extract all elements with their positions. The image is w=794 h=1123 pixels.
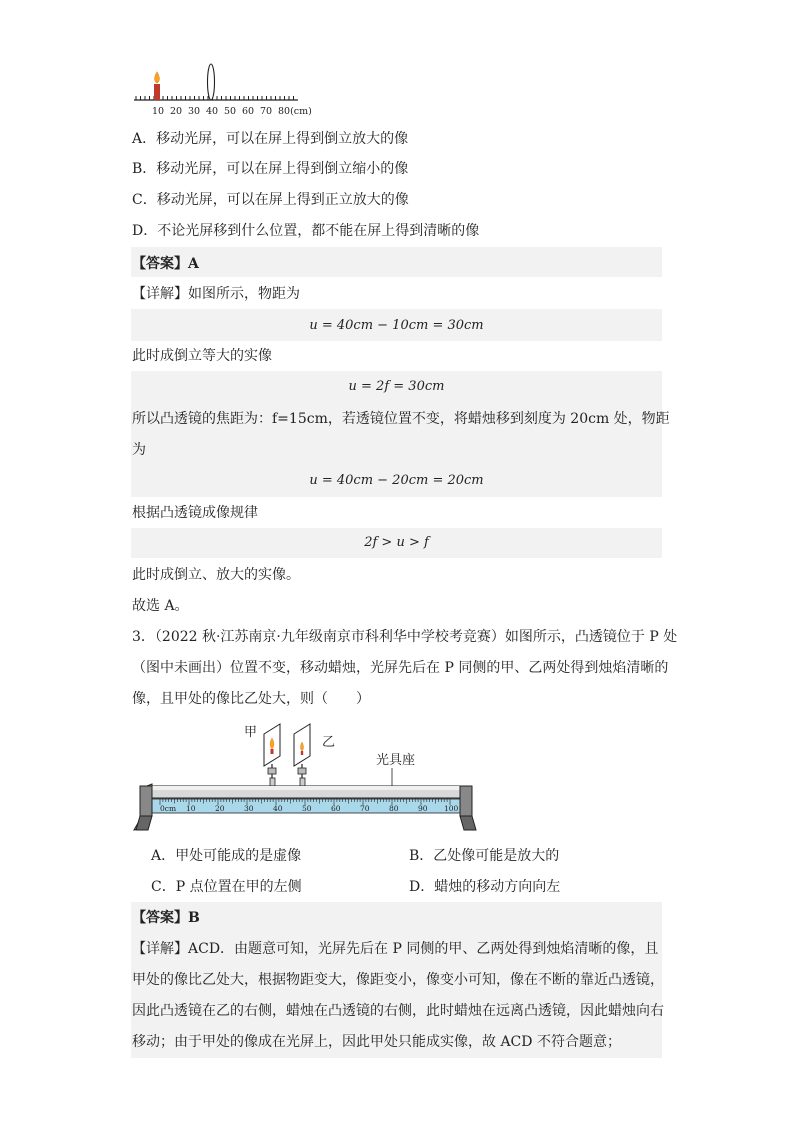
q2-answer: 【答案】A — [132, 256, 199, 272]
q3-option-b: B．乙处像可能是放大的 — [409, 848, 560, 864]
q2-formula-1: u = 40cm − 10cm = 30cm — [309, 318, 484, 333]
q3-detail-line-2: 甲处的像比乙处大，根据物距变大，像距变小，像变小可知，像在不断的靠近凸透镜， — [132, 972, 664, 988]
q3-stem-line-1: 3．（2022 秋·江苏南京·九年级南京市科利华中学校考竞赛）如图所示，凸透镜位于 P 处 — [132, 629, 678, 645]
bench-tick-label: 90 — [418, 804, 428, 813]
label-yi: 乙 — [322, 735, 336, 750]
bench-tick-label: 40 — [273, 804, 283, 813]
q2-text-4: 根据凸透镜成像规律 — [132, 505, 258, 521]
label-optical-bench: 光具座 — [376, 753, 416, 768]
q2-formula-3: u = 40cm − 20cm = 20cm — [309, 473, 484, 488]
label-jia: 甲 — [244, 725, 258, 740]
q2-option-b: B．移动光屏，可以在屏上得到倒立缩小的像 — [132, 161, 409, 177]
scale-tick-label: 30 — [188, 106, 201, 117]
bench-tick-label: 0cm — [160, 804, 177, 813]
bench-tick-label: 30 — [244, 804, 254, 813]
scale-tick-label: 80(cm) — [278, 106, 312, 117]
q2-formula-2: u = 2f = 30cm — [348, 379, 445, 394]
q3-detail-line-1: 【详解】ACD．由题意可知，光屏先后在 P 同侧的甲、乙两处得到烛焰清晰的像，且 — [132, 941, 659, 957]
q3-stem-line-3: 像，且甲处的像比乙处大，则（ ） — [132, 691, 370, 707]
screen-yi-icon — [294, 724, 310, 792]
scale-tick-label: 20 — [170, 106, 183, 117]
bench-tick-label: 80 — [389, 804, 399, 813]
bench-tick-label: 50 — [302, 804, 312, 813]
bench-tick-label: 70 — [360, 804, 370, 813]
lens-icon — [208, 64, 215, 100]
q3-detail-line-3: 因此凸透镜在乙的右侧，蜡烛在凸透镜的右侧，此时蜡烛在远离凸透镜，因此蜡烛向右 — [132, 1003, 664, 1019]
scale-tick-label: 50 — [224, 106, 237, 117]
q2-detail-intro: 【详解】如图所示，物距为 — [132, 286, 300, 302]
q2-option-d: D．不论光屏移到什么位置，都不能在屏上得到清晰的像 — [132, 223, 480, 239]
q2-answer-bg — [131, 247, 662, 277]
screen-jia-icon — [264, 724, 280, 792]
q2-text-6: 故选 A。 — [132, 598, 189, 614]
q3-option-c: C．P 点位置在甲的左侧 — [151, 879, 302, 895]
bench-tick-label: 10 — [186, 804, 196, 813]
scale-tick-label: 60 — [242, 106, 255, 117]
figure-candle-lens-scale — [130, 60, 330, 118]
scale-tick-label: 40 — [206, 106, 219, 117]
q3-option-a: A．甲处可能成的是虚像 — [151, 848, 302, 864]
q2-text-5: 此时成倒立、放大的实像。 — [132, 567, 300, 583]
q2-option-c: C．移动光屏，可以在屏上得到正立放大的像 — [132, 192, 409, 208]
scale-tick-label: 70 — [260, 106, 273, 117]
q2-text-2: 此时成倒立等大的实像 — [132, 348, 272, 364]
q3-detail-line-4: 移动；由于甲处的像成在光屏上，因此甲处只能成实像，故 ACD 不符合题意； — [132, 1034, 621, 1050]
bench-tick-label: 20 — [215, 804, 225, 813]
q3-stem-line-2: （图中未画出）位置不变，移动蜡烛，光屏先后在 P 同侧的甲、乙两处得到烛焰清晰的 — [132, 660, 669, 676]
candle-icon — [154, 84, 160, 100]
q3-answer: 【答案】B — [132, 910, 200, 926]
q2-text-3b: 为 — [132, 442, 146, 458]
bench-tick-label: 60 — [331, 804, 341, 813]
scale-tick-label: 10 — [152, 106, 165, 117]
figure-optical-bench — [130, 716, 490, 836]
q2-text-3a: 所以凸透镜的焦距为：f=15cm，若透镜位置不变，将蜡烛移到刻度为 20cm 处，物距 — [132, 411, 670, 427]
q2-formula-4: 2f > u > f — [364, 535, 429, 550]
q2-option-a: A．移动光屏，可以在屏上得到倒立放大的像 — [132, 131, 409, 147]
q3-option-d: D．蜡烛的移动方向向左 — [409, 879, 561, 895]
bench-tick-label: 100 — [444, 804, 459, 813]
